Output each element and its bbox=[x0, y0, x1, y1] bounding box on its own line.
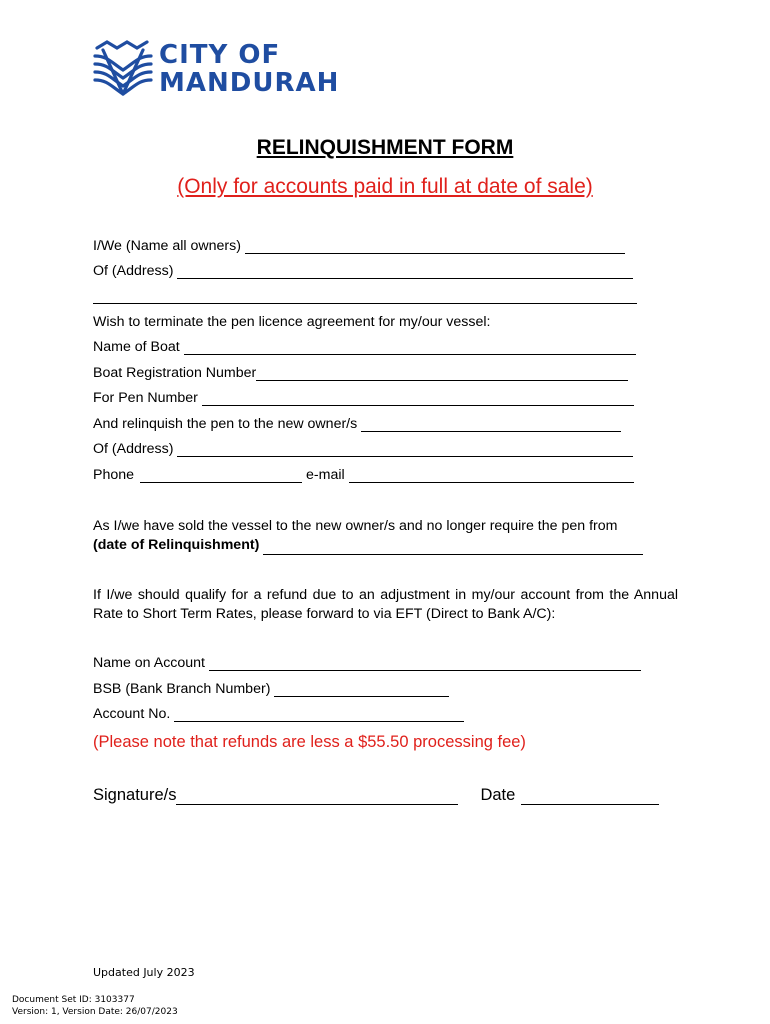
name-on-account-row bbox=[93, 655, 641, 671]
address-field[interactable] bbox=[177, 264, 633, 279]
terminate-text: Wish to terminate the pen licence agreement for my/our vessel: bbox=[93, 314, 491, 330]
boat-name-field[interactable] bbox=[184, 340, 636, 355]
new-address-row bbox=[93, 441, 633, 457]
address-label: Of (Address) bbox=[93, 263, 174, 279]
pen-number-field[interactable] bbox=[202, 391, 634, 406]
address-row bbox=[93, 263, 633, 279]
relinquish-date-label: (date of Relinquishment) bbox=[93, 537, 260, 553]
owners-row bbox=[93, 238, 625, 254]
owners-label: I/We (Name all owners) bbox=[93, 238, 241, 254]
city-logo bbox=[93, 40, 339, 98]
signature-row bbox=[93, 786, 659, 805]
form-title: RELINQUISHMENT FORM bbox=[256, 136, 514, 159]
relinquish-date-row bbox=[93, 536, 678, 555]
phone-label: Phone bbox=[93, 467, 135, 483]
signature-field[interactable] bbox=[176, 788, 458, 805]
bsb-label: BSB (Bank Branch Number) bbox=[93, 681, 271, 697]
boat-reg-row bbox=[93, 365, 628, 381]
boat-reg-label: Boat Registration Number bbox=[93, 365, 257, 381]
document-set-id: Document Set ID: 3103377 bbox=[12, 995, 135, 1005]
logo-line-1: CITY OF bbox=[159, 40, 281, 70]
boat-name-label: Name of Boat bbox=[93, 339, 180, 355]
pen-number-row bbox=[93, 390, 634, 406]
wave-logo-icon bbox=[93, 40, 155, 98]
email-label: e-mail bbox=[306, 467, 345, 483]
new-owner-row bbox=[93, 416, 621, 432]
date-label: Date bbox=[480, 786, 516, 804]
bsb-field[interactable] bbox=[274, 682, 449, 697]
logo-line-2: MANDURAH bbox=[159, 68, 340, 98]
pen-number-label: For Pen Number bbox=[93, 390, 198, 406]
new-owner-field[interactable] bbox=[361, 417, 621, 432]
refund-paragraph: If I/we should qualify for a refund due to an adjustment in my/our account from the Annual Rate to Short Term Rates, please forward to via EFT (Direct to Bank A/C): bbox=[93, 587, 678, 622]
account-no-row bbox=[93, 706, 464, 722]
updated-text: Updated July 2023 bbox=[93, 966, 195, 979]
contact-row bbox=[93, 467, 634, 483]
logo-text bbox=[159, 41, 339, 97]
relinquish-date-field[interactable] bbox=[263, 540, 643, 555]
version-info: Version: 1, Version Date: 26/07/2023 bbox=[12, 1007, 178, 1017]
refund-fee-note: (Please note that refunds are less a $55.50 processing fee) bbox=[93, 733, 526, 751]
new-address-field[interactable] bbox=[177, 442, 633, 457]
account-no-label: Account No. bbox=[93, 706, 171, 722]
owners-field[interactable] bbox=[245, 239, 625, 254]
sold-paragraph bbox=[93, 517, 678, 555]
date-field[interactable] bbox=[521, 788, 659, 805]
phone-field[interactable] bbox=[140, 468, 302, 483]
address-field-2[interactable] bbox=[93, 289, 637, 304]
new-address-label: Of (Address) bbox=[93, 441, 174, 457]
email-field[interactable] bbox=[349, 468, 634, 483]
account-no-field[interactable] bbox=[174, 707, 464, 722]
boat-name-row bbox=[93, 339, 636, 355]
sold-text: As I/we have sold the vessel to the new owner/s and no longer require the pen from bbox=[93, 518, 618, 534]
bsb-row bbox=[93, 681, 449, 697]
name-on-account-field[interactable] bbox=[209, 656, 641, 671]
address-row-2 bbox=[93, 289, 637, 304]
new-owner-label: And relinquish the pen to the new owner/s bbox=[93, 416, 358, 432]
name-on-account-label: Name on Account bbox=[93, 655, 205, 671]
form-subtitle: (Only for accounts paid in full at date of sale) bbox=[177, 175, 593, 198]
signature-label: Signature/s bbox=[93, 786, 177, 804]
boat-reg-field[interactable] bbox=[256, 366, 628, 381]
